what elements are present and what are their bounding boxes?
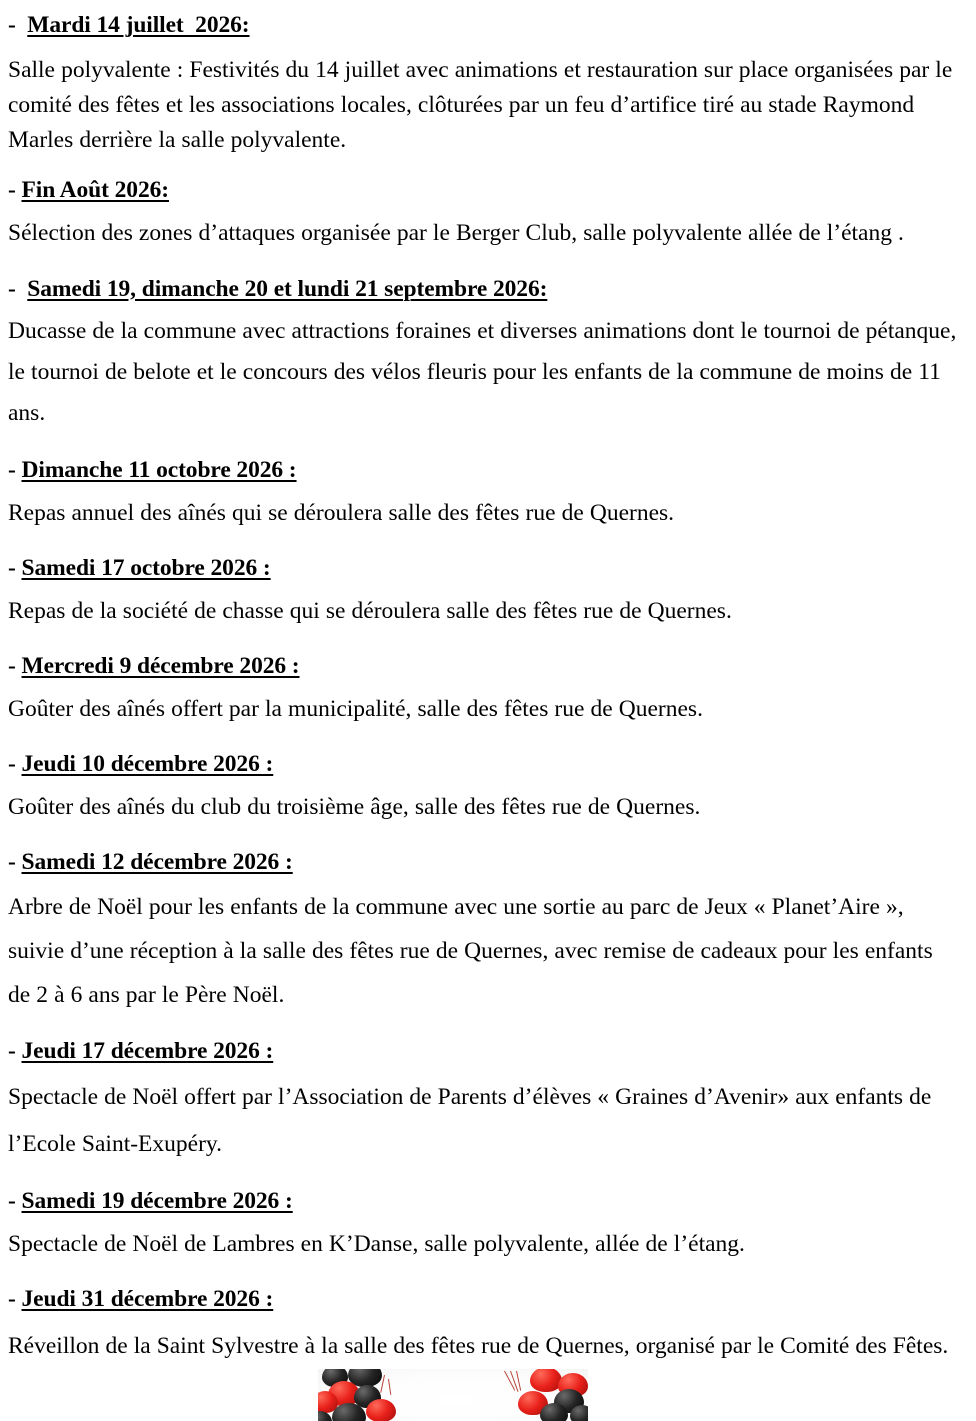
event-description: Salle polyvalente : Festivités du 14 juillet avec animations et restauration sur place organisées par le comité des fêtes et les associations locales, clôturées par un feu d’artifice tiré au stade Raymond Marles derrière la salle polyvalente. xyxy=(8,57,953,153)
event-date-text: Samedi 17 octobre 2026 : xyxy=(21,554,271,581)
balloons-image xyxy=(318,1369,588,1421)
event-description: Sélection des zones d’attaques organisée par le Berger Club, salle polyvalente allée de l’étang . xyxy=(8,220,904,246)
event-description: Repas de la société de chasse qui se déroulera salle des fêtes rue de Quernes. xyxy=(8,597,732,624)
balloon-red xyxy=(530,1369,562,1392)
event-date-text: Jeudi 31 décembre 2026 : xyxy=(21,1285,274,1312)
balloon-black xyxy=(570,1405,588,1421)
event-description: Goûter des aînés du club du troisième âge, salle des fêtes rue de Quernes. xyxy=(8,793,701,820)
event-date-text: Samedi 19 décembre 2026 : xyxy=(21,1187,293,1214)
event-date-text: Samedi 12 décembre 2026 : xyxy=(21,848,293,875)
bullet-dash: - xyxy=(8,554,22,581)
event-date-text: Mercredi 9 décembre 2026 : xyxy=(21,652,300,679)
event-date-heading xyxy=(8,729,966,784)
event-description: Réveillon de la Saint Sylvestre à la salle des fêtes rue de Quernes, organisé par le Comité des Fêtes. xyxy=(8,1332,949,1359)
event-block xyxy=(8,1264,966,1370)
event-description: Spectacle de Noël offert par l’Association de Parents d’élèves « Graines d’Avenir» aux enfants de l’Ecole Saint-Exupéry. xyxy=(8,1083,932,1157)
event-description: Arbre de Noël pour les enfants de la commune avec une sortie au parc de Jeux « Planet’Aire », suivie d’une réception à la salle des fêtes rue de Quernes, avec remise de cadeaux pour les enfants de 2 à 6 ans par le Père Noël. xyxy=(8,893,933,1008)
event-date-text: Jeudi 10 décembre 2026 : xyxy=(21,750,274,777)
event-date-text: Mardi 14 juillet 2026: xyxy=(27,12,250,38)
event-date-heading xyxy=(8,533,966,588)
event-date-heading xyxy=(8,1017,966,1071)
balloon-red xyxy=(366,1399,396,1421)
event-date-heading xyxy=(8,1264,966,1319)
event-date-text: Fin Août 2026: xyxy=(21,177,169,203)
event-description: Goûter des aînés offert par la municipalité, salle des fêtes rue de Quernes. xyxy=(8,695,703,722)
event-block xyxy=(8,1168,966,1264)
bullet-dash: - xyxy=(8,12,28,38)
event-block xyxy=(8,253,966,434)
event-description: Spectacle de Noël de Lambres en K’Danse, salle polyvalente, allée de l’étang. xyxy=(8,1230,745,1257)
event-block xyxy=(8,729,966,827)
event-block xyxy=(8,434,966,533)
event-date-heading xyxy=(8,631,966,686)
bullet-dash: - xyxy=(8,1285,22,1312)
event-block xyxy=(8,631,966,729)
event-block xyxy=(8,533,966,631)
event-block xyxy=(8,1017,966,1168)
event-date-heading xyxy=(8,158,966,210)
bullet-dash: - xyxy=(8,275,28,302)
bullet-dash: - xyxy=(8,848,22,875)
event-date-heading xyxy=(8,434,966,490)
event-block xyxy=(8,4,966,158)
event-date-heading xyxy=(8,1168,966,1221)
event-date-text: Jeudi 17 décembre 2026 : xyxy=(21,1037,274,1064)
event-date-heading xyxy=(8,4,966,46)
bullet-dash: - xyxy=(8,456,22,483)
bullet-dash: - xyxy=(8,750,22,777)
event-date-text: Samedi 19, dimanche 20 et lundi 21 septembre 2026: xyxy=(27,275,548,302)
event-block xyxy=(8,158,966,253)
event-description: Repas annuel des aînés qui se déroulera salle des fêtes rue de Quernes. xyxy=(8,499,675,526)
balloon-black xyxy=(540,1403,568,1421)
bullet-dash: - xyxy=(8,652,22,679)
event-description: Ducasse de la commune avec attractions foraines et diverses animations dont le tournoi de pétanque, le tournoi de belote et le concours des vélos fleuris pour les enfants de la commune de moins de 11 ans. xyxy=(8,317,957,426)
bullet-dash: - xyxy=(8,1187,22,1214)
bullet-dash: - xyxy=(8,1037,22,1064)
event-date-text: Dimanche 11 octobre 2026 : xyxy=(21,456,297,483)
event-block xyxy=(8,827,966,1017)
event-date-heading xyxy=(8,827,966,882)
bullet-dash: - xyxy=(8,177,22,203)
event-date-heading xyxy=(8,253,966,309)
